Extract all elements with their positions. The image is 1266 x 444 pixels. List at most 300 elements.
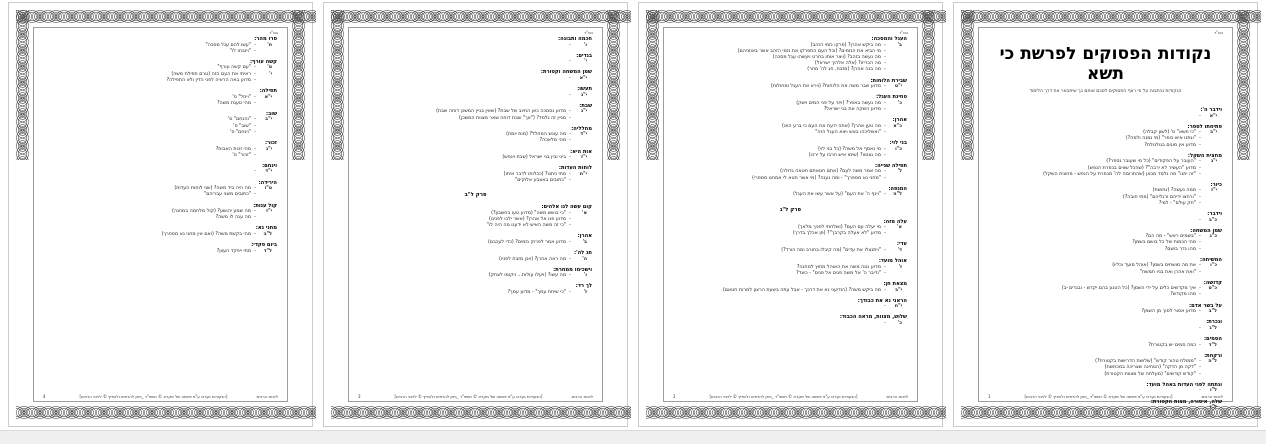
topic-section [674, 258, 907, 277]
topic-section [989, 182, 1222, 207]
verse-ref: י' [269, 71, 272, 77]
section-header: וינחם: [262, 162, 277, 169]
verse-ref: ד' [897, 247, 902, 253]
section-header: העגל והמסכה: [871, 36, 907, 42]
topic-section [359, 165, 592, 184]
point-text: מי נאסף אל משה? (כל בני לוי) [818, 146, 881, 152]
section-header: המשיחה: [1200, 256, 1222, 263]
point-text: מדוע אין מונים בגולגולת? [1144, 142, 1196, 148]
point-text: מה ענה לו משה? [215, 215, 251, 221]
bullet-dash: - [884, 287, 886, 293]
bullet-dash: - [569, 289, 571, 295]
verse-point [674, 321, 907, 327]
verse-ref [889, 107, 907, 113]
topic-section [359, 149, 592, 162]
verse-ref: כ' [897, 320, 902, 326]
bullet-dash: - [1199, 130, 1201, 136]
page-number: 2 [673, 394, 676, 399]
topic-section [989, 228, 1222, 253]
point-text: מה שמע יהושע? (קול מלחמה במחנה) [171, 209, 251, 215]
point-text: מה אמר משה לעם? (אתם חטאתם חטאה גדולה) [780, 169, 881, 175]
verse-ref: ו' [583, 273, 587, 279]
verse-ref: י"ח [579, 171, 587, 177]
verse-ref [889, 130, 907, 136]
point-text: מדוע "העשיר לא ירבה"? (שהכל שווים בכפרת הנפש) [1087, 165, 1196, 171]
verse-point [989, 343, 1222, 349]
header-note: בס"ד [584, 30, 593, 35]
topic-section [359, 69, 592, 82]
verse-ref: י"ז [266, 209, 272, 215]
bullet-dash: - [884, 152, 886, 158]
verse-ref: י"ב [1210, 130, 1217, 136]
point-text: מהי הכמות של כל בושם בשמן? [1132, 240, 1196, 246]
section-header: חג לה': [573, 250, 592, 257]
section-header: הירידה: [258, 179, 277, 186]
verse-ref: י"ב [895, 287, 902, 293]
page-number: 1 [988, 394, 991, 399]
document-page-4 [8, 2, 313, 427]
bullet-dash: - [1199, 388, 1201, 394]
point-text [989, 114, 1196, 120]
page-content [674, 36, 907, 390]
verse-point [44, 215, 277, 221]
footer-dedication: לזכות הרבים [571, 394, 593, 399]
topic-section [674, 281, 907, 294]
point-text: איך מקדשים כלים על ידי השמן? (כל הנוגע בהם יקדש - ובגדים יב) [1061, 286, 1196, 292]
point-text [989, 326, 1196, 332]
topic-section [359, 36, 592, 49]
bullet-dash: - [1199, 188, 1201, 194]
verse-ref: ז' [898, 264, 902, 270]
verse-ref [889, 176, 907, 182]
point-text [674, 321, 881, 327]
bullet-dash: - [569, 155, 571, 161]
verse-ref [1204, 292, 1222, 298]
verse-ref: י"ז [1211, 188, 1217, 194]
topic-section [44, 225, 277, 238]
bullet-dash: - [884, 129, 886, 135]
verse-point [44, 153, 277, 159]
section-header: תעשו: [577, 86, 592, 93]
verse-ref: ל"ה [893, 192, 902, 198]
verse-point [989, 309, 1222, 315]
bullet-dash: - [254, 209, 256, 215]
point-text [989, 218, 1196, 224]
verse-point [44, 232, 277, 238]
section-header: פתיחתו לספר: [1187, 123, 1222, 130]
verse-point [674, 176, 907, 182]
verse-ref [259, 78, 277, 84]
document-page-3 [323, 2, 628, 427]
verse-ref: ל' [897, 169, 902, 175]
topic-section [359, 53, 592, 66]
point-text: מתי ניתנו? (ככלותו לדבר איתו) [503, 171, 566, 177]
verse-point [359, 43, 592, 49]
topic-section [44, 180, 277, 199]
verse-ref [889, 271, 907, 277]
point-text: מדוע פנו אל אהרן? (אשר ילכו לפנינו) [488, 216, 566, 222]
section-header: מחלליה: [571, 125, 592, 132]
topic-section [989, 211, 1222, 224]
verse-ref [1204, 201, 1222, 207]
verse-ref [259, 215, 277, 221]
point-text: מדוע "לא אעלה בקרבך"? (פן אכלך בדרך) [792, 231, 881, 237]
section-header: קום עשה לנו אלהים: [541, 204, 592, 211]
section-header: שבת: [579, 102, 592, 109]
verse-point [674, 288, 907, 294]
verse-ref [259, 192, 277, 198]
bullet-dash: - [569, 115, 571, 121]
bullet-dash: - [1199, 359, 1201, 365]
point-text: את מה מושחים בשמן? (אוהל מועד וכליו) [1112, 263, 1196, 269]
bullet-dash: - [569, 223, 571, 229]
bullet-dash: - [1199, 234, 1201, 240]
verse-point [989, 405, 1222, 411]
verse-point [44, 192, 277, 198]
bullet-dash: - [884, 169, 886, 175]
verse-point [674, 304, 907, 310]
point-text: "בשמים ראש" - מה הם? [1145, 234, 1196, 240]
topic-section [989, 336, 1222, 349]
section-header: קול ענות: [253, 202, 277, 209]
topic-section [44, 242, 277, 255]
point-text: "כי שיחת עמך" - מדוע עמך? [507, 289, 566, 295]
point-text: "ואת אהרן ואת בניו תמשח" [1139, 269, 1196, 275]
verse-ref: י"ג [1210, 159, 1217, 165]
point-text: "והנחם" ס' [227, 117, 251, 123]
bullet-dash: - [884, 270, 886, 276]
point-text: ממה נעשה? (נחושת) [1152, 188, 1196, 194]
bullet-dash: - [884, 247, 886, 253]
section-header: לך רד: [575, 283, 592, 290]
verse-ref [574, 223, 592, 229]
point-text: מדוע נטה משה את האוהל מחוץ למחנה? [796, 264, 881, 270]
bullet-dash: - [254, 231, 256, 237]
verse-point [44, 101, 277, 107]
topic-section [359, 103, 592, 122]
verse-point [359, 178, 592, 184]
header-note: בס"ד [1214, 30, 1223, 35]
verse-point [674, 67, 907, 73]
section-header: וישכימו ממחרת: [553, 266, 592, 273]
point-text: מדוע שבר משה את הלוחות? (וירא את העגל ומחולות) [770, 84, 881, 90]
point-text: "זה יתנו" מה נלמד מכאן (שהתרומה לה' מכפרת על הנפש - מחצית השקל) [1043, 171, 1196, 177]
bullet-dash: - [884, 42, 886, 48]
topic-section [359, 233, 592, 246]
point-text: "זכור" ס' [232, 152, 251, 158]
section-header: מחני נא: [255, 225, 277, 232]
bullet-dash: - [1199, 269, 1201, 275]
verse-ref: ל"ה [1208, 359, 1217, 365]
topic-section [674, 298, 907, 311]
bullet-dash: - [1199, 325, 1201, 331]
verse-ref: א' [582, 210, 587, 216]
bullet-dash: - [569, 216, 571, 222]
verse-ref [1204, 247, 1222, 253]
bullet-dash: - [884, 175, 886, 181]
verse-ref [259, 130, 277, 136]
topic-section [989, 124, 1222, 149]
point-text: "וינחם" ס' [230, 129, 251, 135]
bullet-dash: - [884, 320, 886, 326]
bullet-dash: - [884, 100, 886, 106]
topic-section [674, 163, 907, 182]
verse-point [359, 257, 592, 263]
bullet-dash: - [254, 77, 256, 83]
bullet-dash: - [1199, 159, 1201, 165]
section-header: ורקחת: [1204, 352, 1222, 359]
point-text: "ורחצו ידיהם ורגליהם" (מתי חובה?) [1122, 194, 1196, 200]
bullet-dash: - [254, 248, 256, 254]
footer-credit: [הנקודות נערכו ע"פ פשוטו של מקרא © תשפ"ד _ניתן להדפיס ולהפיץ © לזיכוי הרבים] [709, 394, 858, 399]
verse-point [674, 248, 907, 254]
verse-ref: ל"ד [263, 248, 272, 254]
section-header: תפילה: [259, 88, 277, 95]
point-text: מתי ייפקד העוון? [216, 248, 251, 254]
section-header: זכור: [265, 140, 277, 147]
bullet-dash: - [884, 304, 886, 310]
page-title: נקודות הפסוקים לפרשת כי תשא [999, 44, 1212, 84]
bullet-dash: - [569, 178, 571, 184]
point-text [359, 93, 566, 99]
verse-point [44, 130, 277, 136]
point-text: מה עשו? (ויעלו עולות... ויקומו לצחק) [488, 273, 566, 279]
point-text [44, 169, 251, 175]
topic-section [44, 88, 277, 107]
bullet-dash: - [884, 264, 886, 270]
verse-point [989, 172, 1222, 178]
bullet-dash: - [1199, 194, 1201, 200]
verse-ref: י"ג [580, 92, 587, 98]
point-text: מה נעשה באפר? (ויזר על פני המים וישק) [796, 100, 881, 106]
point-text: מדוע אמר לפרוק נזמים? (כדי לעכבם) [488, 239, 566, 245]
ornamental-border-bottom [16, 406, 316, 419]
topic-section [359, 126, 592, 145]
topic-section [674, 140, 907, 159]
section-header: מחצית השקל: [1187, 152, 1222, 159]
section-header: ונכרת: [1206, 319, 1222, 326]
point-text: מניין זה נלמד? ("אך" שבת דוחה שאר מצוות המשכן) [459, 115, 566, 121]
bullet-dash: - [1199, 405, 1201, 411]
verse-ref: ז' [583, 289, 587, 295]
topic-section [989, 107, 1222, 120]
bullet-dash: - [254, 65, 256, 71]
verse-ref: ל"ז [1209, 405, 1217, 411]
bullet-dash: - [569, 210, 571, 216]
bullet-dash: - [254, 123, 256, 129]
point-text: מהי מלאכה? [539, 138, 566, 144]
bullet-dash: - [254, 186, 256, 192]
footer-credit: [הנקודות נערכו ע"פ פשוטו של מקרא © תשפ"ד _ניתן להדפיס ולהפיץ © לזיכוי הרבים] [79, 394, 228, 399]
topic-section [44, 203, 277, 222]
section-header: אות היא: [570, 148, 592, 155]
verse-ref: ו' [583, 42, 587, 48]
bullet-dash: - [884, 106, 886, 112]
topic-section [359, 204, 592, 229]
verse-point [989, 326, 1222, 332]
point-text: כמה סמים יש בקטורת? [1148, 342, 1196, 348]
topic-section [44, 111, 277, 136]
ornamental-border-bottom [331, 406, 631, 419]
section-header: אוהל מועד: [878, 258, 907, 265]
verse-ref: י"א [579, 75, 587, 81]
point-text: "ויתנצלו את עדים" (מה קיבלו בחורב ומה הורד?) [781, 247, 881, 253]
bullet-dash: - [884, 231, 886, 237]
topic-section [989, 280, 1222, 299]
point-text: "שוב" ס' [233, 123, 251, 129]
footer-credit: [הנקודות נערכו ע"פ פשוטו של מקרא © תשפ"ד _ניתן להדפיס ולהפיץ © לזיכוי הרבים] [394, 394, 543, 399]
verse-point [989, 114, 1222, 120]
bullet-dash: - [569, 138, 571, 144]
point-text: מה היה ביד משה? (שני לוחות העדות) [174, 186, 251, 192]
section-header: אהרן: [577, 233, 592, 240]
section-header: הסמים: [1203, 336, 1222, 343]
bullet-dash: - [254, 129, 256, 135]
bullet-dash: - [254, 152, 256, 158]
verse-ref [259, 153, 277, 159]
verse-point [674, 231, 907, 237]
section-header: שלוש, מצוות, מראה הכבוד: [839, 314, 907, 321]
verse-ref: ה' [582, 256, 587, 262]
verse-point [359, 93, 592, 99]
verse-ref: ל"ד [1208, 342, 1217, 348]
topic-section [44, 59, 277, 84]
topic-section [674, 36, 907, 74]
topic-section [674, 94, 907, 113]
verse-point [359, 240, 592, 246]
ornamental-border-top [16, 10, 316, 23]
point-text: מה ביקש אהרן? (פרקו נזמי הזהב) [810, 42, 881, 48]
topic-section [674, 78, 907, 91]
ornamental-border-top [646, 10, 946, 23]
ornamental-border-right [292, 10, 305, 160]
verse-ref [1204, 143, 1222, 149]
point-text: "ודיבר ה' אל משה פנים אל פנים" - כיצד? [796, 270, 881, 276]
footer-credit: [הנקודות נערכו ע"פ פשוטו של מקרא © תשפ"ד _ניתן להדפיס ולהפיץ © לזיכוי הרבים] [1024, 394, 1173, 399]
verse-ref: כ"ו [895, 146, 902, 152]
section-header: על בשר אדם: [1189, 302, 1222, 309]
topic-section [674, 219, 907, 238]
ornamental-border-left [16, 10, 29, 160]
point-text: מה הכריזו? (אלה אלהיך ישראל) [814, 61, 881, 67]
verse-ref: כ' [897, 100, 902, 106]
bullet-dash: - [884, 48, 886, 54]
verse-point [989, 292, 1222, 298]
point-text: "חק עולם" - למי? [1158, 200, 1196, 206]
verse-ref: ט"ו [264, 186, 272, 192]
point-text: "העובר על הפקודים" (כל מי שעובר נספר?) [1106, 159, 1196, 165]
page-content [359, 36, 592, 390]
verse-ref [1204, 172, 1222, 178]
bullet-dash: - [884, 123, 886, 129]
point-text: מה עונש המחלל? (מות יומת) [506, 132, 566, 138]
bullet-dash: - [884, 61, 886, 67]
section-header: קשה עורף: [249, 58, 277, 65]
bullet-dash: - [1199, 165, 1201, 171]
bullet-dash: - [569, 42, 571, 48]
verse-ref [259, 49, 277, 55]
page-footer [43, 394, 278, 399]
bullet-dash: - [254, 117, 256, 123]
verse-ref: י' [584, 59, 587, 65]
header-note: בס"ד [269, 30, 278, 35]
topic-section [989, 382, 1222, 395]
verse-point [989, 372, 1222, 378]
verse-ref: י"א [1209, 113, 1217, 119]
section-header: טחינת העגל: [876, 94, 907, 101]
page-footer [358, 394, 593, 399]
topic-section [674, 314, 907, 327]
chapter-heading: פרק ל"ג [779, 206, 802, 213]
point-text: מה נצטוו? (שימו איש חרבו על ירכו) [808, 152, 881, 158]
verse-ref: ל"ג [1209, 325, 1217, 331]
topic-section [674, 186, 907, 199]
verse-ref [574, 138, 592, 144]
topic-section [989, 353, 1222, 378]
verse-ref [259, 101, 277, 107]
verse-point [989, 201, 1222, 207]
topic-section [44, 163, 277, 176]
section-header: שבירת הלוחות: [870, 77, 907, 84]
bullet-dash: - [1199, 365, 1201, 371]
bullet-dash: - [254, 192, 256, 198]
section-header: וידבר ה': [1200, 107, 1222, 113]
bullet-dash: - [254, 169, 256, 175]
verse-ref [889, 231, 907, 237]
section-header: חכמה ותבונה: [558, 36, 592, 42]
point-text: "ויגף ה' את העם" (על אשר עשו את העגל) [793, 192, 881, 198]
ornamental-border-right [607, 10, 620, 160]
verse-point [44, 169, 277, 175]
header-note: בס"ד [899, 30, 908, 35]
section-header: שוב: [266, 110, 277, 117]
verse-ref: י"ב [265, 117, 272, 123]
verse-ref: י"א [264, 94, 272, 100]
section-header: שמן המשחה: [1190, 227, 1222, 234]
point-text: מה ביקש משה? (הודיעני נא את דרכך - אבל עתה בשעת הרצון למרות חטאם) [722, 287, 881, 293]
verse-point [989, 270, 1222, 276]
point-text [674, 304, 881, 310]
verse-ref: כ"ג [1209, 234, 1217, 240]
section-header: לוחות העדות: [558, 165, 592, 172]
point-text: "מחני נא מספרך" - ומה נענה? (מי אשר חטא לי אמחנו מספרי) [752, 175, 881, 181]
point-text [989, 405, 1196, 411]
point-text: "ואשליכהו באש ויצא העגל הזה" [815, 129, 881, 135]
verse-ref: י"ט [894, 84, 902, 90]
page-subtitle: הנקודות נכתבות על פי רצף הפסוקים לסכם אותם כך שיתבאר את דרך הלימוד [1029, 89, 1182, 94]
verse-point [44, 249, 277, 255]
page-content [44, 36, 277, 390]
bullet-dash: - [254, 146, 256, 152]
bullet-dash: - [569, 59, 571, 65]
verse-point [359, 223, 592, 229]
bullet-dash: - [1199, 136, 1201, 142]
topic-section [674, 117, 907, 136]
bullet-dash: - [1199, 309, 1201, 315]
verse-point [359, 273, 592, 279]
point-text: "ונתנו איש כופר" (מי נמנה ולמה?) [1125, 136, 1196, 142]
section-header: תפילה שנייה: [875, 162, 907, 169]
bullet-dash: - [1199, 342, 1201, 348]
verse-ref [574, 178, 592, 184]
bullet-dash: - [884, 146, 886, 152]
verse-ref: ל"ב [1208, 309, 1217, 315]
point-text: מדוע באה הראיה לפני הדין ולא התפילה? [166, 77, 251, 83]
horizontal-scrollbar[interactable] [0, 430, 1266, 444]
point-text: "עם קשה עורף" [217, 65, 251, 71]
bullet-dash: - [569, 171, 571, 177]
topic-section [989, 319, 1222, 332]
